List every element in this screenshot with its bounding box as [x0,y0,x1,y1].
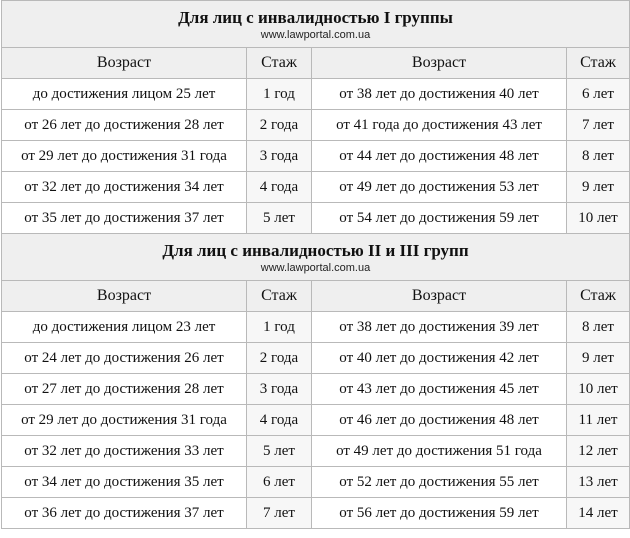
seniority-cell: 2 года [247,110,312,141]
header-age-left: Возраст [2,281,247,312]
age-cell: от 41 года до достижения 43 лет [312,110,567,141]
group-1-title: Для лиц с инвалидностью I группы [178,8,453,27]
header-seniority-right: Стаж [567,48,630,79]
age-cell: до достижения лицом 23 лет [2,312,247,343]
seniority-cell: 9 лет [567,343,630,374]
header-age-right: Возраст [312,48,567,79]
seniority-cell: 8 лет [567,141,630,172]
table-row [2,498,630,529]
age-cell: от 27 лет до достижения 28 лет [2,374,247,405]
seniority-cell: 6 лет [247,467,312,498]
seniority-cell: 3 года [247,374,312,405]
table-row [2,203,630,234]
header-seniority-left: Стаж [247,48,312,79]
seniority-cell: 2 года [247,343,312,374]
age-cell: от 43 лет до достижения 45 лет [312,374,567,405]
table-row [2,405,630,436]
seniority-cell: 10 лет [567,374,630,405]
disability-seniority-table [1,0,629,529]
table-row [2,172,630,203]
seniority-cell: 3 года [247,141,312,172]
table-row [2,436,630,467]
table-row [2,374,630,405]
seniority-cell: 9 лет [567,172,630,203]
age-cell: от 32 лет до достижения 34 лет [2,172,247,203]
group-2-source: www.lawportal.com.ua [260,262,371,274]
table-row [2,141,630,172]
seniority-table [1,0,630,529]
age-cell: от 38 лет до достижения 40 лет [312,79,567,110]
table-row [2,79,630,110]
seniority-cell: 10 лет [567,203,630,234]
age-cell: от 46 лет до достижения 48 лет [312,405,567,436]
group-2-title: Для лиц с инвалидностью II и III групп [162,241,469,260]
age-cell: от 40 лет до достижения 42 лет [312,343,567,374]
age-cell: от 56 лет до достижения 59 лет [312,498,567,529]
group-1-header-row [2,48,630,79]
age-cell: от 35 лет до достижения 37 лет [2,203,247,234]
table-row [2,110,630,141]
seniority-cell: 12 лет [567,436,630,467]
age-cell: от 34 лет до достижения 35 лет [2,467,247,498]
age-cell: от 32 лет до достижения 33 лет [2,436,247,467]
age-cell: от 54 лет до достижения 59 лет [312,203,567,234]
seniority-cell: 4 года [247,405,312,436]
age-cell: до достижения лицом 25 лет [2,79,247,110]
age-cell: от 44 лет до достижения 48 лет [312,141,567,172]
age-cell: от 29 лет до достижения 31 года [2,141,247,172]
age-cell: от 29 лет до достижения 31 года [2,405,247,436]
seniority-cell: 7 лет [247,498,312,529]
header-seniority-right: Стаж [567,281,630,312]
seniority-cell: 1 год [247,312,312,343]
group-1-title-row [2,1,630,48]
table-row [2,467,630,498]
group-2-title-row [2,234,630,281]
header-seniority-left: Стаж [247,281,312,312]
table-row [2,312,630,343]
seniority-cell: 5 лет [247,203,312,234]
group-2-title-cell [2,234,630,281]
seniority-cell: 1 год [247,79,312,110]
seniority-cell: 8 лет [567,312,630,343]
age-cell: от 26 лет до достижения 28 лет [2,110,247,141]
seniority-cell: 7 лет [567,110,630,141]
group-2-header-row [2,281,630,312]
age-cell: от 49 лет до достижения 51 года [312,436,567,467]
seniority-cell: 4 года [247,172,312,203]
header-age-left: Возраст [2,48,247,79]
group-1-source: www.lawportal.com.ua [260,29,371,41]
age-cell: от 52 лет до достижения 55 лет [312,467,567,498]
group-1-title-cell [2,1,630,48]
seniority-cell: 6 лет [567,79,630,110]
age-cell: от 38 лет до достижения 39 лет [312,312,567,343]
seniority-cell: 5 лет [247,436,312,467]
age-cell: от 49 лет до достижения 53 лет [312,172,567,203]
seniority-cell: 14 лет [567,498,630,529]
age-cell: от 24 лет до достижения 26 лет [2,343,247,374]
seniority-cell: 11 лет [567,405,630,436]
header-age-right: Возраст [312,281,567,312]
seniority-cell: 13 лет [567,467,630,498]
table-row [2,343,630,374]
age-cell: от 36 лет до достижения 37 лет [2,498,247,529]
